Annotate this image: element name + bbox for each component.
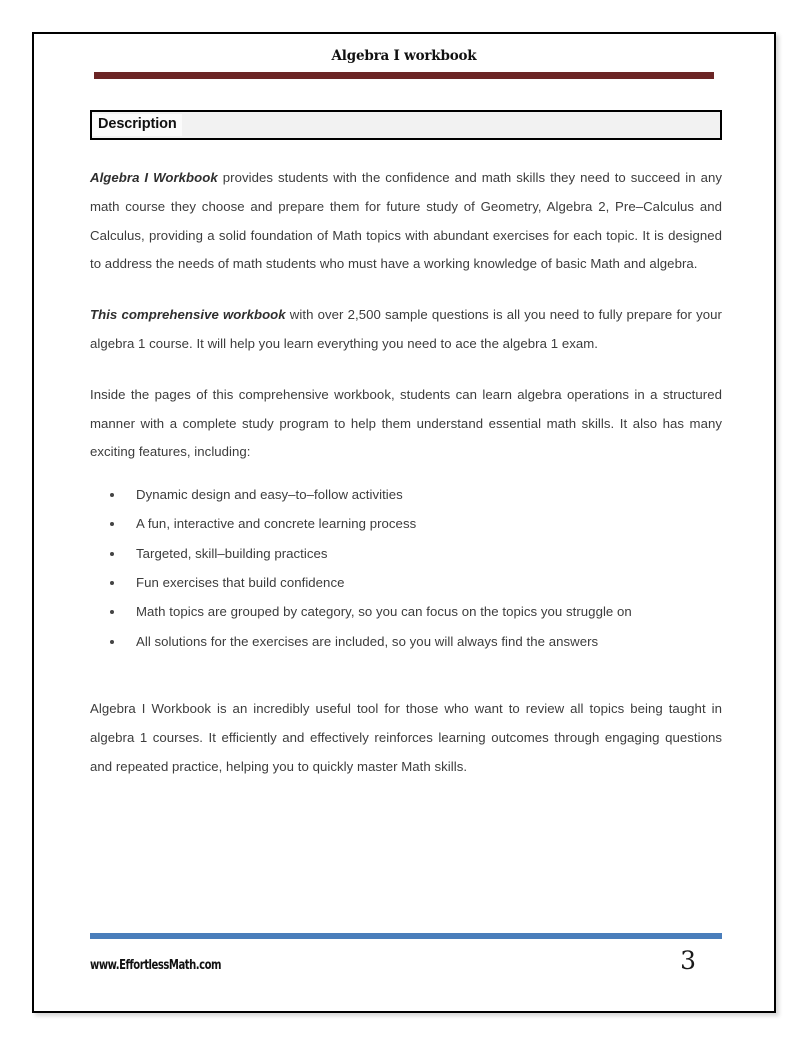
paragraph-3: Inside the pages of this comprehensive workbook, students can learn algebra operations in a structured manner with a complete study program to help them understand essential math skills. It also has many exciting features, including: bbox=[90, 386, 722, 460]
footer-website-url: www.EffortlessMath.com bbox=[90, 958, 222, 973]
paragraph-2-lead: This comprehensive workbook bbox=[90, 307, 286, 323]
paragraph-1-lead: Algebra I Workbook bbox=[90, 170, 218, 185]
list-item-label: Fun exercises that build confidence bbox=[136, 575, 345, 591]
bullet-dot-icon bbox=[110, 522, 114, 526]
paragraph-2 bbox=[90, 301, 722, 359]
list-item bbox=[90, 510, 722, 539]
bullet-dot-icon bbox=[110, 581, 114, 585]
paragraph-1-text: provides students with the confidence and math skills they need to succeed in any math course they choose and prepare them for future study of Geometry, Algebra 2, Pre–Calculus and Calculus, providing a solid foundation of Math topics with abundant exercises for each topic. It is designed to address the needs of math students who must have a working knowledge of basic Math and algebra. bbox=[90, 170, 722, 272]
list-item-label: A fun, interactive and concrete learning process bbox=[136, 516, 417, 532]
section-heading-label: Description bbox=[92, 114, 182, 136]
bullet-dot-icon bbox=[110, 610, 114, 614]
list-item bbox=[90, 628, 722, 657]
list-item-label: Math topics are grouped by category, so you can focus on the topics you struggle on bbox=[136, 604, 632, 620]
running-header-title: Algebra I workbook bbox=[331, 48, 477, 64]
page-number: 3 bbox=[680, 946, 696, 975]
document-body bbox=[90, 164, 722, 782]
list-item bbox=[90, 569, 722, 598]
list-item bbox=[90, 540, 722, 569]
paragraph-4: Algebra I Workbook is an incredibly useful tool for those who want to review all topics being taught in algebra 1 courses. It efficiently and effectively reinforces learning outcomes through engaging questions and repeated practice, helping you to quickly master Math skills. bbox=[90, 701, 722, 775]
page-footer bbox=[90, 933, 722, 973]
header-divider-rule bbox=[94, 72, 714, 79]
list-item-label: Dynamic design and easy–to–follow activities bbox=[136, 487, 403, 503]
list-item-label: All solutions for the exercises are included, so you will always find the answers bbox=[136, 633, 599, 649]
running-header bbox=[94, 46, 714, 79]
bullet-dot-icon bbox=[110, 493, 114, 497]
bullet-dot-icon bbox=[110, 552, 114, 556]
paragraph-2-text: with over 2,500 sample questions is all you need to fully prepare for your algebra 1 course. It will help you learn everything you need to ace the algebra 1 exam. bbox=[90, 307, 722, 351]
document-page bbox=[32, 32, 776, 1013]
footer-divider-rule bbox=[90, 933, 722, 939]
list-item bbox=[90, 481, 722, 510]
paragraph-1 bbox=[90, 164, 722, 279]
bullet-dot-icon bbox=[110, 640, 114, 644]
section-heading-box bbox=[90, 110, 722, 140]
features-list bbox=[90, 481, 722, 656]
list-item bbox=[90, 598, 722, 627]
list-item-label: Targeted, skill–building practices bbox=[136, 545, 328, 561]
